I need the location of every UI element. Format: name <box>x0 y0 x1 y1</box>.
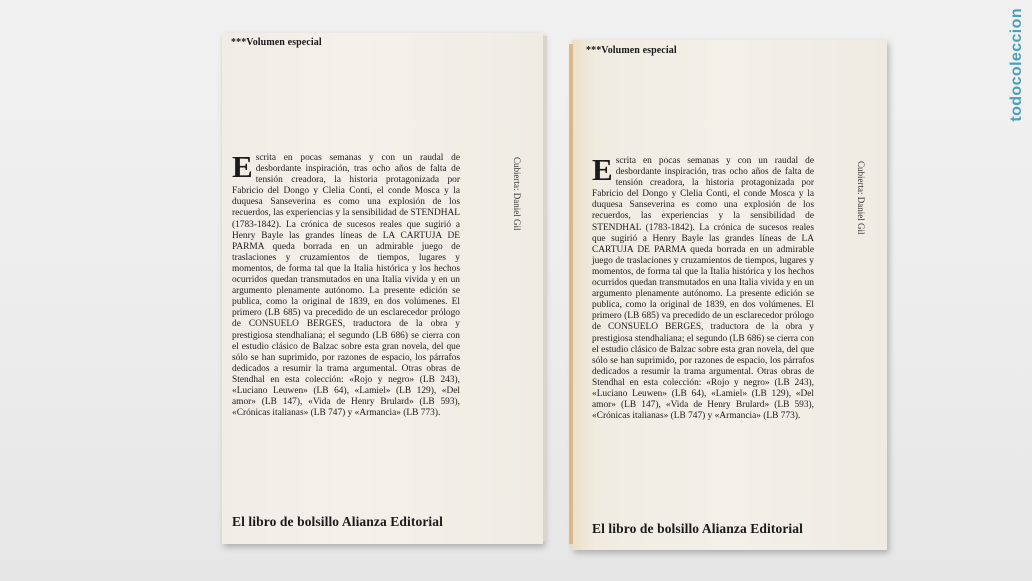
blurb-text <box>232 149 460 419</box>
series-label: ***Volumen especial <box>231 37 322 48</box>
dropcap: E <box>592 152 613 187</box>
book-back-cover-left <box>222 33 543 544</box>
publisher-line: El libro de bolsillo Alianza Editorial <box>232 514 443 529</box>
book-back-cover-right <box>572 40 887 550</box>
publisher-line: El libro de bolsillo Alianza Editorial <box>592 521 803 536</box>
cover-credit: Cubierta: Daniel Gil <box>856 161 866 235</box>
blurb-body: scrita en pocas semanas y con un raudal de desbordante inspiración, tras ocho años de falta de tensión creadora, la historia protagonizada por Fabricio del Dongo y Clelia Conti, el conde Mosca y la duquesa Sanseverina es como una explosión de los recuerdos, las experiencias y la sensibilidad de STENDHAL (1783-1842). La crónica de sucesos reales que sugirió a Henry Bayle las grandes líneas de LA CARTUJA DE PARMA queda borrada en un admirable juego de traslaciones y cruzamientos de tiempos, lugares y momentos, de forma tal que la Italia histórica y los hechos ocurridos quedan transmutados en una Italia vivida y en un argumento plenamente autónomo. La presente edición se publica, como la original de 1839, en dos volúmenes. El primero (LB 685) va precedido de un esclarecedor prólogo de CONSUELO BERGES, traductora de la obra y prestigiosa stendhaliana; el segundo (LB 686) se cierra con el estudio clásico de Balzac sobre esta gran novela, del que sólo se han suprimido, por razones de espacio, los párrafos dedicados a resumir la trama argumental. Otras obras de Stendhal en esta colección: «Rojo y negro» (LB 243), «Luciano Leuwen» (LB 64), «Lamiel» (LB 129), «Del amor» (LB 147), «Vida de Henry Brulard» (LB 593), «Crónicas italianas» (LB 747) y «Armancia» (LB 773). <box>232 153 460 419</box>
cover-credit: Cubierta: Daniel Gil <box>512 157 522 231</box>
watermark-logo: todocoleccion <box>1008 8 1025 122</box>
dropcap: E <box>232 149 253 184</box>
series-label: ***Volumen especial <box>586 45 677 56</box>
blurb-text <box>592 152 814 422</box>
blurb-body: scrita en pocas semanas y con un raudal de desbordante inspiración, tras ocho años de falta de tensión creadora, la historia protagonizada por Fabricio del Dongo y Clelia Conti, el conde Mosca y la duquesa Sanseverina es como una explosión de los recuerdos, las experiencias y la sensibilidad de STENDHAL (1783-1842). La crónica de sucesos reales que sugirió a Henry Bayle las grandes líneas de LA CARTUJA DE PARMA queda borrada en un admirable juego de traslaciones y cruzamientos de tiempos, lugares y momentos, de forma tal que la Italia histórica y los hechos ocurridos quedan transmutados en una Italia vivida y en un argumento plenamente autónomo. La presente edición se publica, como la original de 1839, en dos volúmenes. El primero (LB 685) va precedido de un esclarecedor prólogo de CONSUELO BERGES, traductora de la obra y prestigiosa stendhaliana; el segundo (LB 686) se cierra con el estudio clásico de Balzac sobre esta gran novela, del que sólo se han suprimido, por razones de espacio, los párrafos dedicados a resumir la trama argumental. Otras obras de Stendhal en esta colección: «Rojo y negro» (LB 243), «Luciano Leuwen» (LB 64), «Lamiel» (LB 129), «Del amor» (LB 147), «Vida de Henry Brulard» (LB 593), «Crónicas italianas» (LB 747) y «Armancia» (LB 773). <box>592 156 814 422</box>
